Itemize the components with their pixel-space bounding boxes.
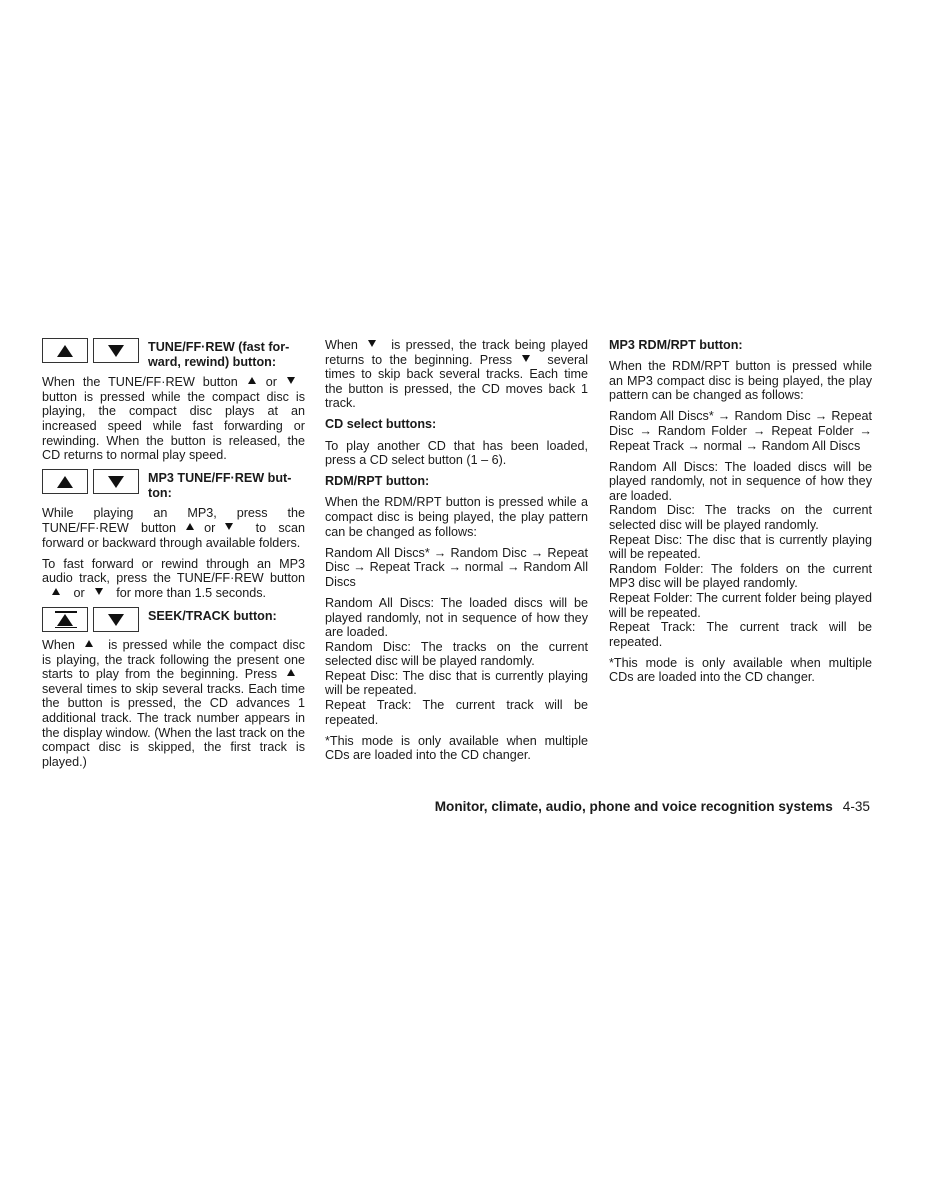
rdm-desc-repeat-disc: Repeat Disc: The disc that is currently playing will be repeated. [325,668,588,698]
seek-track-label: SEEK/TRACK button: [148,609,277,623]
rdm-footnote: *This mode is only available when multiple CDs are loaded into the CD changer. [325,733,588,763]
rdm-rpt-heading: RDM/RPT button: [325,474,430,489]
up-arrow-icon [287,669,295,676]
up-arrow-icon [52,588,60,595]
mp3-desc-repeat-folder: Repeat Folder: The current folder being played will be repeated. [609,591,872,620]
down-arrow-icon [225,523,233,530]
column-left [42,338,305,769]
rdm-desc-random-disc: Random Disc: The tracks on the current selected disc will be played randomly. [325,639,588,669]
mp3-footnote: *This mode is only available when multiple CDs are loaded into the CD changer. [609,655,872,685]
mp3-tune-ff-rew-heading [42,469,305,500]
down-arrow-icon [522,355,530,362]
down-button-icon [93,338,139,363]
tune-ff-rew-paragraph: When the TUNE/FF·REW button or button is pressed while the compact disc is playing, the compact disc plays at an increased speed while fast forwarding or rewinding. When the button is released, the CD returns to normal play speed. [42,375,305,463]
rdm-desc-repeat-track: Repeat Track: The current track will be repeated. [325,698,588,727]
mp3-rdm-rpt-heading: MP3 RDM/RPT button: [609,338,743,352]
tune-ff-rew-label: TUNE/FF·REW (fast for- ward, rewind) button: [148,340,290,369]
up-arrow-icon [248,377,256,384]
down-arrow-icon [95,588,103,595]
footer-section-title: Monitor, climate, audio, phone and voice recognition systems [434,799,833,814]
mp3-tune-ff-rew-label: MP3 TUNE/FF·REW but- ton: [148,471,292,500]
tune-buttons-illustration [42,338,139,363]
seek-buttons-illustration [42,607,139,632]
tune-ff-rew-heading [42,338,305,369]
rdm-desc-random-all: Random All Discs: The loaded discs will be played randomly, not in sequence of how they are loaded. [325,595,588,640]
mp3-desc-random-folder: Random Folder: The folders on the current MP3 disc will be played randomly. [609,561,872,591]
seek-down-button-icon [93,607,139,632]
up-arrow-icon [85,640,93,647]
cd-select-paragraph: To play another CD that has been loaded, press a CD select button (1 – 6). [325,438,588,468]
seek-down-paragraph: When is pressed, the track being played returns to the beginning. Press several times to skip back several tracks. Each time the button is pressed, the CD moves back 1 track. [325,338,588,411]
cd-select-heading: CD select buttons: [325,417,437,432]
up-button-icon [42,469,88,494]
up-arrow-icon [186,523,194,530]
mp3-tune-paragraph-1: While playing an MP3, press the TUNE/FF·REW button or to scan forward or backward through available folders. [42,506,305,550]
rdm-rpt-sequence: Random All Discs* → Random Disc → Repeat Disc → Repeat Track → normal → Random All Discs [325,545,588,589]
mp3-tune-paragraph-2: To fast forward or rewind through an MP3 audio track, press the TUNE/FF·REW button or for more than 1.5 seconds. [42,556,305,600]
mp3-tune-buttons-illustration [42,469,139,494]
mp3-desc-repeat-track: Repeat Track: The current track will be repeated. [609,620,872,649]
column-middle [325,338,588,769]
page-number: 4-35 [842,799,870,814]
page-footer [435,799,870,814]
mp3-rdm-rpt-paragraph: When the RDM/RPT button is pressed while an MP3 compact disc is being played, the play pattern can be changed as follows: [609,359,872,403]
down-arrow-icon [368,340,376,347]
mp3-desc-random-disc: Random Disc: The tracks on the current selected disc will be played randomly. [609,503,872,533]
mp3-desc-repeat-disc: Repeat Disc: The disc that is currently playing will be repeated. [609,532,872,562]
seek-up-button-icon [42,607,88,632]
down-arrow-icon [287,377,295,384]
column-right [609,338,872,692]
rdm-rpt-paragraph: When the RDM/RPT button is pressed while a compact disc is being played, the play pattern can be changed as follows: [325,495,588,539]
seek-track-paragraph: When is pressed while the compact disc is playing, the track following the present one starts to play from the beginning. Press several times to skip several tracks. Each time the button is pressed, the CD advances 1 additional track. The track number appears in the display window. (When the last track on the compact disc is skipped, the first track is played.) [42,638,306,769]
down-button-icon [93,469,139,494]
mp3-rdm-rpt-sequence: Random All Discs* → Random Disc → Repeat Disc → Random Folder → Repeat Folder → Repeat Track → normal → Random All Discs [609,409,872,453]
mp3-desc-random-all: Random All Discs: The loaded discs will be played randomly, not in sequence of how they are loaded. [609,459,872,503]
up-button-icon [42,338,88,363]
seek-track-heading [42,607,305,632]
